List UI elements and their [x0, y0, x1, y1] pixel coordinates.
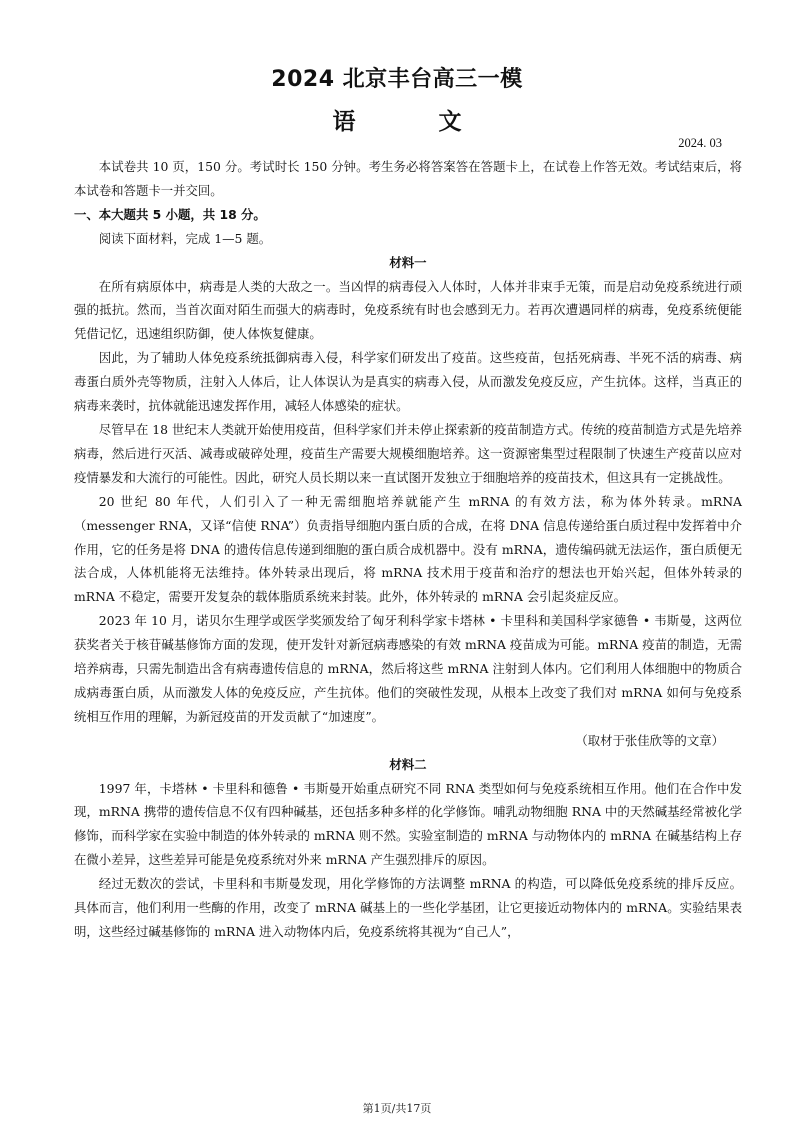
material-1-source: （取材于张佳欣等的文章） — [575, 732, 724, 748]
subject-title: 语 文 — [332, 109, 492, 135]
material-1-paragraph: 尽管早在 18 世纪末人类就开始使用疫苗，但科学家们并未停止探索新的疫苗制造方式。传统的疫苗制造方式是先培养病毒，然后进行灭活、减毒或破碎处理，疫苗生产需要大规模细胞培养。这一资源密集型过程限制了快速生产疫苗以应对疫情暴发和大流行的可能性。因此，研究人员长期以来一直试图开发独立于细胞培养的疫苗技术，但这具有一定挑战性。 — [74, 421, 742, 485]
reading-instruction: 阅读下面材料，完成 1—5 题。 — [98, 230, 272, 246]
material-1-paragraph: 因此，为了辅助人体免疫系统抵御病毒入侵，科学家们研发出了疫苗。这些疫苗，包括死病毒、半死不活的病毒、病毒蛋白质外壳等物质，注射入人体后，让人体误认为是真实的病毒入侵，从而激发免疫反应，产生抗体。这样，当真正的病毒来袭时，抗体就能迅速发挥作用，减轻人体感染的症状。 — [74, 350, 742, 414]
material-1-title: 材料一 — [389, 254, 427, 270]
exam-notice: 本试卷共 10 页，150 分。考试时长 150 分钟。考生务必将答案答在答题卡上，在试卷上作答无效。考试结束后，将本试卷和答题卡一并交回。 — [74, 159, 742, 198]
material-2-paragraph: 1997 年，卡塔林 • 卡里科和德鲁 • 韦斯曼开始重点研究不同 RNA 类型如何与免疫系统相互作用。他们在合作中发现，mRNA 携带的遗传信息不仅有四种碱基，还包括多种多样的化学修饰。哺乳动物细胞 RNA 中的天然碱基经常被化学修饰，而科学家在实验中制造的体外转录的 mRNA 则不然。实验室制造的 mRNA 与动物体内的 mRNA 在碱基结构上存在微小差异，这些差异可能是免疫系统对外来 mRNA 产生强烈排斥的原因。 — [74, 780, 742, 868]
section-heading: 一、本大题共 5 小题，共 18 分。 — [74, 206, 266, 222]
exam-title: 2024 北京丰台高三一模 — [271, 67, 523, 92]
material-1-paragraph: 20 世纪 80 年代，人们引入了一种无需细胞培养就能产生 mRNA 的有效方法，称为体外转录。mRNA（messenger RNA，又译“信使 RNA”）负责指导细胞内蛋白质的合成，在将 DNA 信息传递给蛋白质过程中发挥着中介作用，它的任务是将 DNA 的遗传信息传递到细胞的蛋白质合成机器中。没有 mRNA，遗传编码就无法运作，蛋白质便无法合成，人体机能将无法维持。体外转录出现后，将 mRNA 技术用于疫苗和治疗的想法也开始兴起，但体外转录的 mRNA 不稳定，需要开发复杂的载体脂质系统来封装。此外，体外转录的 mRNA 会引起炎症反应。 — [74, 493, 742, 605]
material-1-paragraph: 2023 年 10 月，诺贝尔生理学或医学奖颁发给了匈牙利科学家卡塔林 • 卡里科和美国科学家德鲁 • 韦斯曼，这两位获奖者关于核苷碱基修饰方面的发现，使开发针对新冠病毒感染的有效 mRNA 疫苗成为可能。mRNA 疫苗的制造，无需培养病毒，只需先制造出含有病毒遗传信息的 mRNA，然后将这些 mRNA 注射到人体内。它们利用人体细胞中的物质合成病毒蛋白质，从而激发人体的免疫反应，产生抗体。他们的突破性发现，从根本上改变了我们对 mRNA 如何与免疫系统相互作用的理解，为新冠疫苗的开发贡献了“加速度”。 — [74, 613, 742, 724]
exam-content — [74, 155, 742, 944]
material-2-title: 材料二 — [389, 756, 427, 772]
page-number: 第1页/共17页 — [362, 1102, 432, 1115]
exam-date: 2024. 03 — [678, 136, 722, 150]
material-1-paragraph: 在所有病原体中，病毒是人类的大敌之一。当凶悍的病毒侵入人体时，人体并非束手无策，而是启动免疫系统进行顽强的抵抗。然而，当首次面对陌生而强大的病毒时，免疫系统有时也会感到无力。若再次遭遇同样的病毒，免疫系统便能凭借记忆，迅速组织防御，使人体恢复健康。 — [74, 278, 742, 342]
material-2-paragraph: 经过无数次的尝试，卡里科和韦斯曼发现，用化学修饰的方法调整 mRNA 的构造，可以降低免疫系统的排斥反应。具体而言，他们利用一些酶的作用，改变了 mRNA 碱基上的一些化学基团，让它更接近动物体内的 mRNA。实验结果表明，这些经过碱基修饰的 mRNA 进入动物体内后，免疫系统将其视为“自己人”， — [74, 876, 742, 939]
